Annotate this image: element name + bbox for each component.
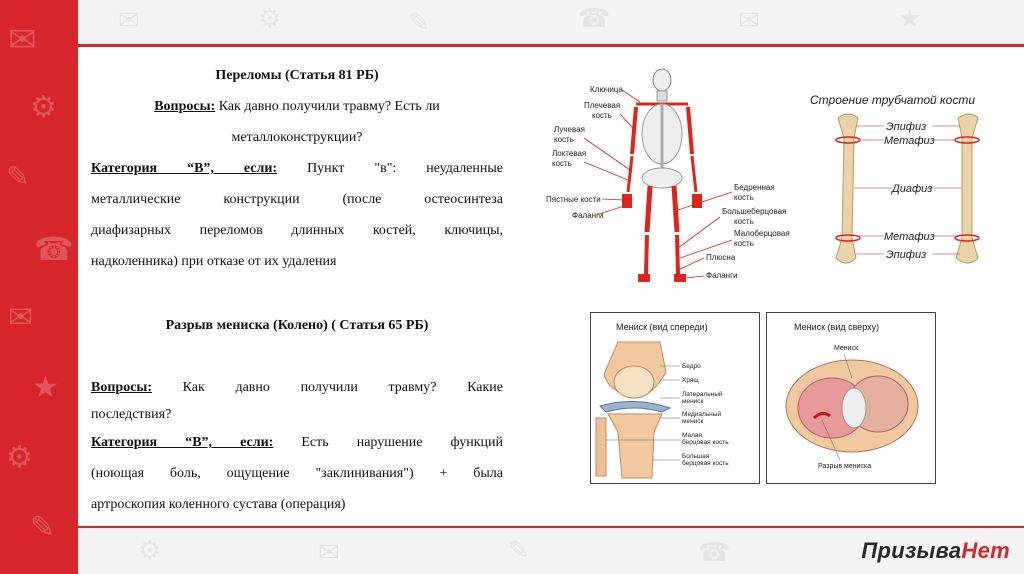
meniscus-body: [91, 372, 503, 520]
knee-front-label: мениск: [682, 418, 704, 425]
skeleton-label: Фаланги: [706, 271, 738, 280]
bone-label: Метафиз: [884, 135, 935, 147]
skeleton-label: кость: [554, 135, 574, 144]
doodle-icon: ⚙: [30, 90, 57, 125]
skeleton-label: Пястные кости: [546, 195, 601, 204]
doodle-icon: ✉: [8, 300, 34, 335]
fractures-category: Категория “В”, если: Пункт "в": неудаленные: [91, 161, 504, 176]
bone-label: Метафиз: [884, 231, 935, 243]
meniscus-category-line: артроскопия коленного сустава (операция): [91, 497, 346, 512]
skeleton-label: кость: [592, 111, 612, 120]
meniscus-section: [91, 310, 503, 341]
doodle-icon: ✎: [30, 510, 56, 545]
fractures-questions-cont: металлоконструкции?: [231, 130, 363, 145]
meniscus-questions-cont: последствия?: [91, 407, 172, 422]
doodle-icon: ☎: [34, 230, 74, 268]
skeleton-label: кость: [734, 217, 754, 226]
fractures-questions: Вопросы: Как давно получили травму? Есть ли: [154, 99, 440, 114]
fractures-category-line: металлические конструкции (после остеосинтеза: [91, 192, 503, 207]
skeleton-label: Плюсна: [706, 253, 736, 262]
knee-top-illustration: [786, 360, 918, 452]
knee-front-label: мениск: [682, 398, 704, 405]
fractures-category-line: диафизарных переломов длинных костей, ключицы,: [91, 223, 503, 238]
skeleton-illustration: [622, 69, 702, 282]
knee-front-label: Латеральный: [682, 391, 723, 398]
doodle-icon: ✎: [408, 8, 430, 38]
meniscus-title: Разрыв мениска (Колено) ( Статья 65 РБ): [165, 318, 429, 333]
fractures-section: [91, 60, 503, 277]
meniscus-category-line: (ноющая боль, ощущение "заклинивания") + была: [91, 466, 503, 481]
doodle-icon: ✉: [8, 20, 37, 60]
doodle-icon: ⚙: [258, 4, 282, 34]
knee-front-label: Малая: [682, 432, 703, 439]
skeleton-label: Лучевая: [554, 125, 585, 134]
knee-top-figure: [766, 312, 936, 484]
skeleton-figure: [540, 62, 790, 290]
meniscus-category: Категория “В”, если: Есть нарушение функций: [91, 435, 503, 450]
doodle-icon: ✉: [118, 6, 140, 36]
doodle-icon: ✎: [6, 160, 30, 193]
doodle-icon: ☎: [698, 538, 731, 568]
skeleton-label: кость: [734, 193, 754, 202]
left-decorative-bar: [0, 0, 78, 574]
knee-front-figure: [590, 312, 760, 484]
knee-front-title: Мениск (вид спереди): [616, 322, 708, 332]
knee-front-label: берцовая кость: [682, 439, 729, 446]
doodle-icon: ✉: [318, 538, 340, 568]
doodle-icon: ★: [898, 4, 922, 34]
brand-logo: ПризываНет: [861, 538, 1010, 563]
doodle-icon: ⚙: [6, 440, 33, 475]
skeleton-label: Малоберцовая: [734, 229, 790, 238]
doodle-icon: ⚙: [138, 536, 162, 566]
knee-front-label: Большая: [682, 453, 710, 460]
bone-label: Диафиз: [892, 183, 933, 195]
doodle-icon: ☎: [578, 4, 611, 34]
knee-top-label: Разрыв мениска: [818, 463, 872, 470]
knee-front-label: берцовая кость: [682, 460, 729, 467]
knee-front-label: Медиальный: [682, 411, 722, 418]
bone-label: Эпифиз: [886, 121, 927, 133]
skeleton-label: Бедренная: [734, 183, 775, 192]
doodle-icon: ✎: [508, 536, 530, 566]
top-divider: [78, 44, 1024, 47]
skeleton-label: кость: [552, 159, 572, 168]
knee-top-title: Мениск (вид сверху): [794, 322, 880, 332]
skeleton-label: Большеберцовая: [722, 207, 787, 216]
skeleton-label: Плечевая: [584, 101, 621, 110]
tubular-bone-figure: [800, 88, 1000, 280]
skeleton-label: кость: [734, 239, 754, 248]
doodle-icon: ✉: [738, 6, 760, 36]
bone-label: Эпифиз: [886, 249, 927, 261]
doodle-icon: ★: [32, 370, 59, 405]
skeleton-label: Фаланги: [572, 211, 604, 220]
fractures-title: Переломы (Статья 81 РБ): [215, 68, 379, 83]
bone-figure-title: Строение трубчатой кости: [810, 93, 976, 107]
skeleton-label: Локтевая: [552, 149, 587, 158]
skeleton-label: Ключица: [590, 85, 623, 94]
top-decorative-band: [78, 0, 1024, 44]
meniscus-questions: Вопросы: Как давно получили травму? Какие: [91, 380, 503, 395]
fractures-category-line: надколенника) при отказе от их удаления: [91, 254, 337, 269]
knee-front-label: Хрящ: [682, 377, 699, 384]
knee-front-label: Бедро: [682, 363, 701, 370]
knee-top-label: Мениск: [834, 345, 859, 352]
